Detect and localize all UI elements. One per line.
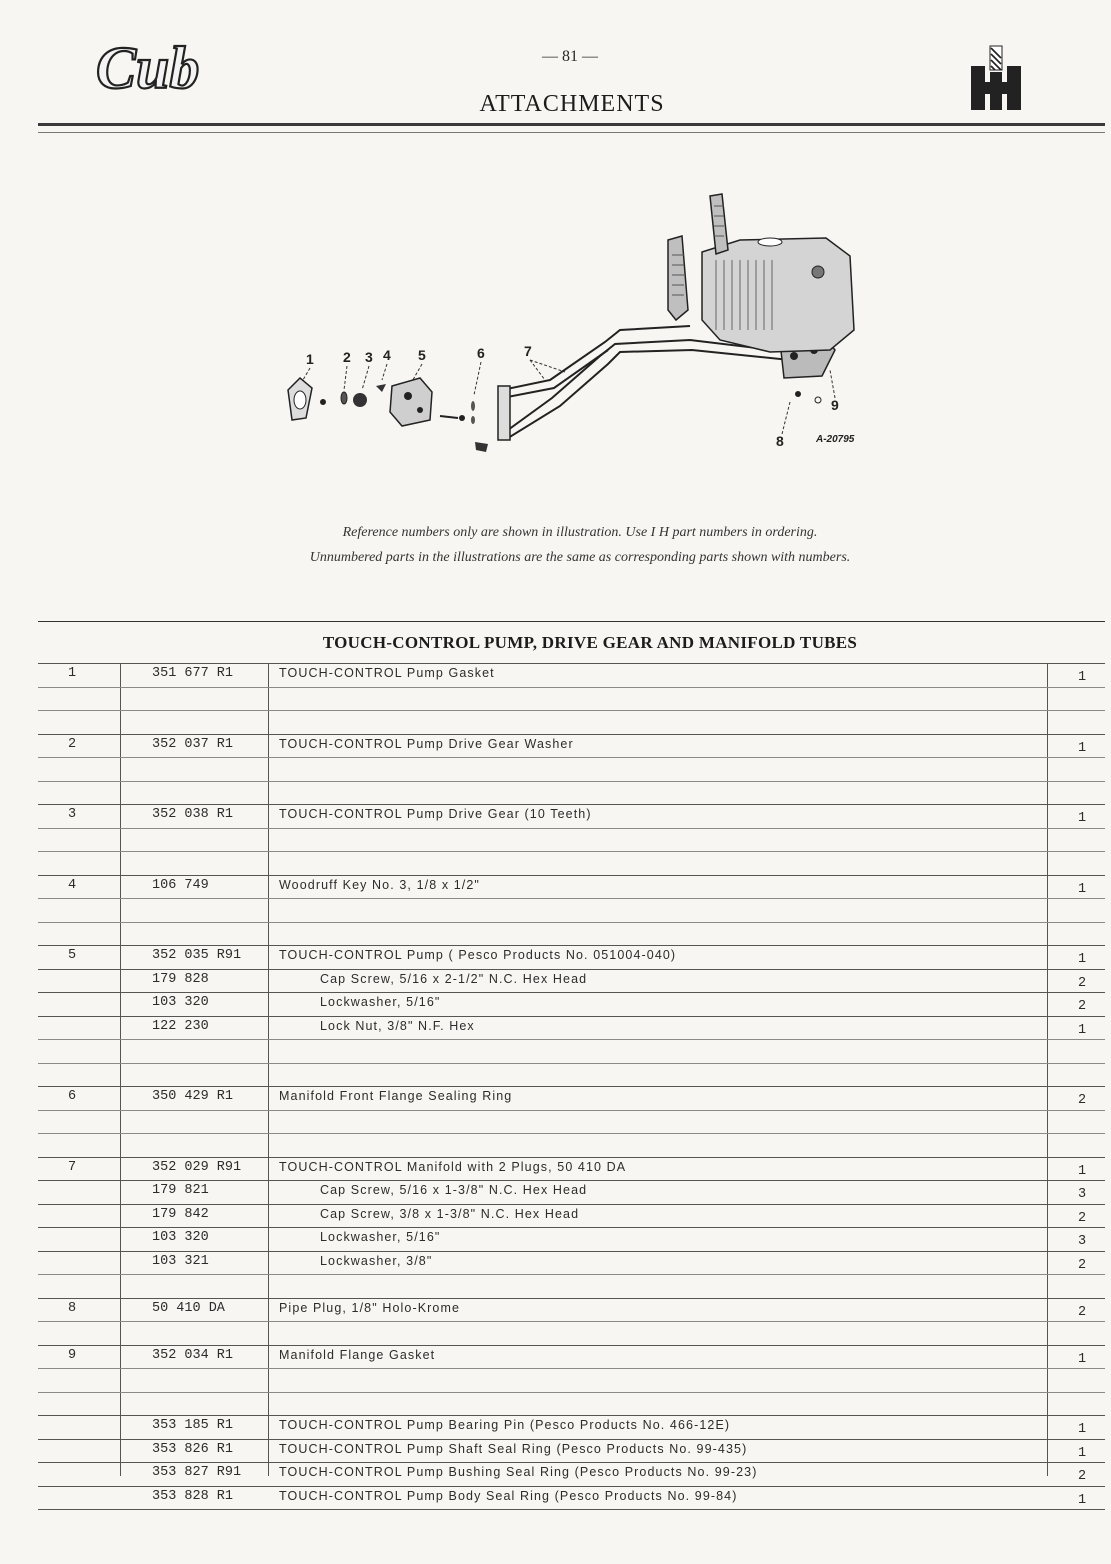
- part-number-cell: 350 429 R1: [152, 1089, 234, 1104]
- table-row: [38, 804, 1105, 828]
- table-row: [38, 1368, 1105, 1392]
- svg-text:Cub: Cub: [96, 35, 200, 100]
- table-row: [38, 1345, 1105, 1369]
- ref-number-cell: 5: [68, 948, 77, 963]
- quantity-cell: 2: [1078, 1210, 1087, 1226]
- table-row: [38, 1133, 1105, 1157]
- quantity-cell: 1: [1078, 811, 1087, 826]
- table-row: [38, 992, 1105, 1016]
- callout-7: 7: [524, 343, 532, 359]
- quantity-cell: 3: [1078, 1187, 1087, 1202]
- quantity-cell: 2: [1078, 1304, 1087, 1320]
- description-cell: Manifold Flange Gasket: [279, 1347, 436, 1362]
- table-row: [38, 969, 1105, 993]
- quantity-cell: 1: [1078, 1492, 1087, 1508]
- callout-8: 8: [776, 433, 784, 449]
- table-row: [38, 1063, 1105, 1087]
- page-title: ATTACHMENTS: [479, 91, 665, 117]
- table-row: [38, 1298, 1105, 1322]
- table-row: [38, 1180, 1105, 1204]
- table-row: [38, 687, 1105, 711]
- description-cell: TOUCH-CONTROL Pump Drive Gear Washer: [279, 736, 574, 751]
- quantity-cell: 1: [1078, 952, 1087, 967]
- quantity-cell: 2: [1078, 1469, 1087, 1484]
- quantity-cell: 1: [1078, 1022, 1087, 1038]
- ih-logo-icon: [967, 44, 1025, 112]
- table-row: [38, 1321, 1105, 1345]
- part-number-cell: 353 826 R1: [152, 1441, 234, 1457]
- description-cell: Cap Screw, 5/16 x 2-1/2" N.C. Hex Head: [320, 971, 588, 986]
- table-row: [38, 828, 1105, 852]
- ref-number-cell: 3: [68, 807, 77, 822]
- table-row: [38, 851, 1105, 875]
- part-number-cell: 352 034 R1: [152, 1347, 234, 1363]
- ref-number-cell: 1: [68, 666, 77, 681]
- table-row: [38, 945, 1105, 969]
- quantity-cell: 2: [1078, 1093, 1087, 1108]
- header-rule: [38, 123, 1105, 133]
- table-row: [38, 1204, 1105, 1228]
- description-cell: Lockwasher, 5/16": [320, 995, 441, 1009]
- parts-table: [38, 663, 1105, 1510]
- ref-number-cell: 6: [68, 1089, 77, 1104]
- quantity-cell: 1: [1078, 1163, 1087, 1179]
- description-cell: TOUCH-CONTROL Pump Shaft Seal Ring (Pesco Products No. 99-435): [279, 1441, 748, 1456]
- page-number: — 81 —: [542, 48, 598, 65]
- description-cell: Pipe Plug, 1/8" Holo-Krome: [279, 1300, 461, 1315]
- table-row: [38, 1462, 1105, 1486]
- part-number-cell: 353 185 R1: [152, 1418, 234, 1433]
- callout-4: 4: [383, 347, 391, 363]
- table-row: [38, 1439, 1105, 1463]
- ref-number-cell: 4: [68, 877, 77, 893]
- description-cell: TOUCH-CONTROL Pump Gasket: [279, 666, 495, 680]
- quantity-cell: 1: [1078, 670, 1087, 685]
- table-row: [38, 663, 1105, 687]
- part-number-cell: 103 321: [152, 1253, 209, 1269]
- callout-3: 3: [365, 349, 373, 365]
- quantity-cell: 1: [1078, 1422, 1087, 1437]
- table-row: [38, 1486, 1105, 1511]
- part-number-cell: 50 410 DA: [152, 1300, 225, 1316]
- ref-number-cell: 7: [68, 1159, 77, 1175]
- description-cell: Lockwasher, 3/8": [320, 1253, 433, 1268]
- part-number-cell: 352 038 R1: [152, 807, 234, 822]
- ref-number-cell: 2: [68, 736, 77, 752]
- table-row: [38, 1227, 1105, 1251]
- quantity-cell: 2: [1078, 999, 1087, 1014]
- table-row: [38, 1392, 1105, 1416]
- part-number-cell: 353 828 R1: [152, 1488, 234, 1504]
- part-number-cell: 352 029 R91: [152, 1159, 242, 1175]
- table-row: [38, 1016, 1105, 1040]
- quantity-cell: 2: [1078, 1257, 1087, 1273]
- table-row: [38, 757, 1105, 781]
- part-number-cell: 353 827 R91: [152, 1465, 242, 1480]
- reference-note: Reference numbers only are shown in illustration. Use I H part numbers in ordering.: [342, 525, 818, 540]
- section-rule: [38, 621, 1105, 622]
- description-cell: Lockwasher, 5/16": [320, 1230, 441, 1244]
- quantity-cell: 1: [1078, 1445, 1087, 1461]
- exploded-parts-diagram: [270, 180, 890, 480]
- table-row: [38, 781, 1105, 805]
- table-row: [38, 875, 1105, 899]
- part-number-cell: 351 677 R1: [152, 666, 234, 681]
- description-cell: TOUCH-CONTROL Pump ( Pesco Products No. 051004-040): [279, 948, 677, 962]
- description-cell: TOUCH-CONTROL Pump Bearing Pin (Pesco Products No. 466-12E): [279, 1418, 731, 1432]
- table-row: [38, 1110, 1105, 1134]
- description-cell: Cap Screw, 3/8 x 1-3/8" N.C. Hex Head: [320, 1206, 580, 1221]
- quantity-cell: 1: [1078, 881, 1087, 897]
- quantity-cell: 2: [1078, 975, 1087, 991]
- part-number-cell: 179 828: [152, 971, 209, 987]
- part-number-cell: 352 037 R1: [152, 736, 234, 752]
- callout-1: 1: [306, 351, 314, 367]
- part-number-cell: 103 320: [152, 1230, 209, 1245]
- table-row: [38, 1157, 1105, 1181]
- part-number-cell: 122 230: [152, 1018, 209, 1034]
- description-cell: Manifold Front Flange Sealing Ring: [279, 1089, 513, 1103]
- callout-6: 6: [477, 345, 485, 361]
- part-number-cell: 103 320: [152, 995, 209, 1010]
- unnumbered-parts-note: Unnumbered parts in the illustrations are the same as corresponding parts shown with numbers.: [309, 550, 851, 565]
- description-cell: Woodruff Key No. 3, 1/8 x 1/2": [279, 877, 480, 892]
- table-row: [38, 898, 1105, 922]
- callout-2: 2: [343, 349, 351, 365]
- quantity-cell: 1: [1078, 1351, 1087, 1367]
- figure-id: A-20795: [816, 434, 855, 445]
- section-title: TOUCH-CONTROL PUMP, DRIVE GEAR AND MANIFOLD TUBES: [322, 633, 858, 652]
- callout-9: 9: [831, 397, 839, 413]
- table-row: [38, 1086, 1105, 1110]
- table-row: [38, 1039, 1105, 1063]
- part-number-cell: 179 821: [152, 1183, 209, 1198]
- description-cell: TOUCH-CONTROL Pump Drive Gear (10 Teeth): [279, 807, 592, 821]
- table-row: [38, 1274, 1105, 1298]
- part-number-cell: 106 749: [152, 877, 209, 893]
- ref-number-cell: 9: [68, 1347, 77, 1363]
- table-row: [38, 1251, 1105, 1275]
- description-cell: TOUCH-CONTROL Pump Body Seal Ring (Pesco Products No. 99-84): [279, 1488, 738, 1503]
- table-row: [38, 922, 1105, 946]
- part-number-cell: 352 035 R91: [152, 948, 242, 963]
- ref-number-cell: 8: [68, 1300, 77, 1316]
- description-cell: TOUCH-CONTROL Pump Bushing Seal Ring (Pesco Products No. 99-23): [279, 1465, 758, 1479]
- description-cell: Lock Nut, 3/8" N.F. Hex: [320, 1018, 475, 1033]
- quantity-cell: 1: [1078, 740, 1087, 756]
- table-row: [38, 734, 1105, 758]
- quantity-cell: 3: [1078, 1234, 1087, 1249]
- table-row: [38, 1415, 1105, 1439]
- callout-5: 5: [418, 347, 426, 363]
- cub-logo: [92, 30, 204, 100]
- table-row: [38, 710, 1105, 734]
- part-number-cell: 179 842: [152, 1206, 209, 1222]
- description-cell: TOUCH-CONTROL Manifold with 2 Plugs, 50 410 DA: [279, 1159, 627, 1174]
- description-cell: Cap Screw, 5/16 x 1-3/8" N.C. Hex Head: [320, 1183, 588, 1197]
